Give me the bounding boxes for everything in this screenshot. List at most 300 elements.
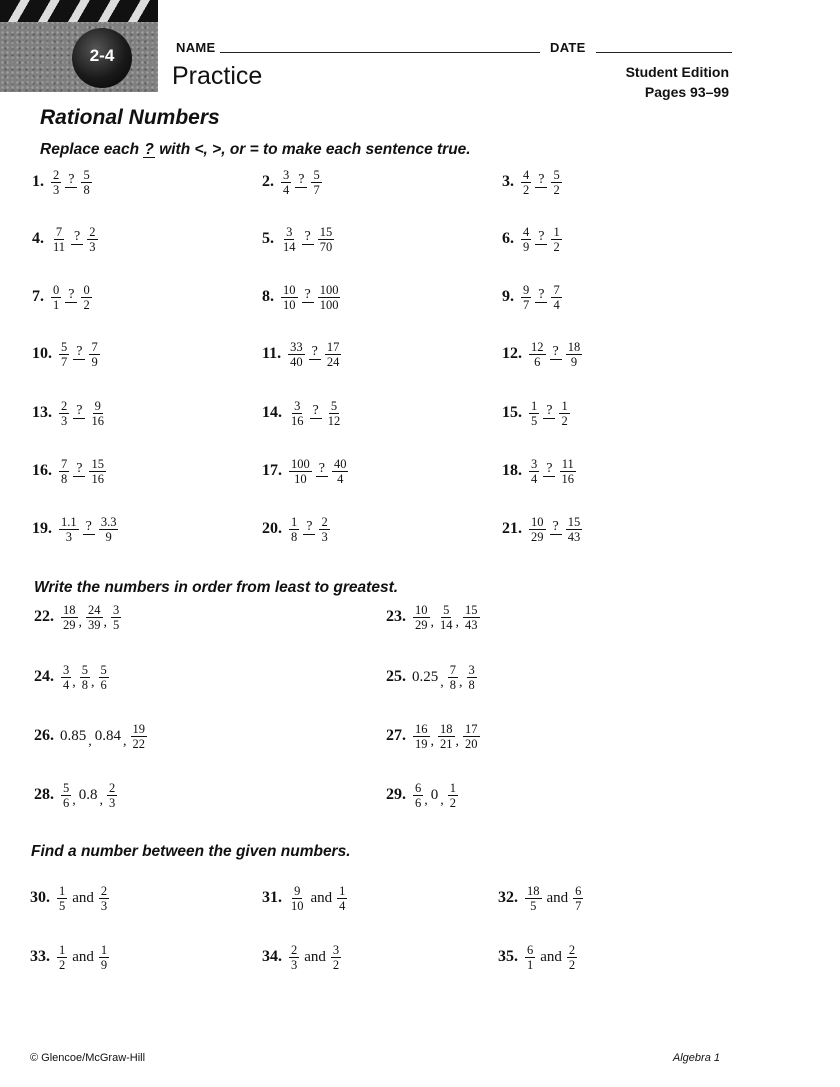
problem-number: 29. [386, 786, 406, 803]
fraction [318, 225, 335, 254]
numerator: 3 [286, 224, 293, 239]
denominator: 7 [313, 182, 320, 197]
fraction [467, 663, 477, 692]
order-problem [386, 779, 459, 811]
denominator: 8 [291, 529, 298, 544]
problem-number: 2. [262, 173, 274, 190]
between-problem [498, 882, 584, 914]
denominator: 9 [523, 239, 530, 254]
denominator: 7 [523, 297, 530, 312]
fraction [111, 603, 121, 632]
fraction [521, 283, 531, 312]
numerator: 7 [91, 339, 98, 354]
denominator: 20 [465, 736, 478, 751]
denominator: 16 [291, 413, 304, 428]
numerator: 1 [291, 514, 298, 529]
numerator: 15 [91, 456, 104, 471]
numerator: 40 [333, 456, 347, 471]
numerator: 100 [291, 456, 310, 471]
denominator: 9 [100, 957, 108, 972]
compare-problem [262, 397, 343, 429]
numerator: 15 [465, 602, 478, 617]
order-instruction: Write the numbers in order from least to greatest. [34, 579, 399, 596]
fraction [89, 340, 99, 369]
fraction [448, 781, 458, 810]
separator-comma: , [99, 793, 103, 808]
answer-blank[interactable]: ? [550, 345, 562, 360]
fraction [57, 943, 67, 972]
numerator: 0 [53, 282, 60, 297]
separator-comma: , [430, 615, 434, 630]
numerator: 5 [81, 662, 88, 677]
denominator: 4 [337, 471, 344, 486]
denominator: 3 [291, 957, 298, 972]
denominator: 1 [53, 297, 60, 312]
denominator: 14 [440, 617, 453, 632]
denominator: 10 [291, 898, 304, 913]
numerator: 2 [61, 398, 68, 413]
order-problem [34, 661, 110, 693]
answer-blank[interactable]: ? [543, 462, 555, 477]
problem-number: 7. [32, 288, 44, 305]
compare-problem [262, 281, 341, 313]
numerator: 3 [294, 398, 301, 413]
numerator: 6 [527, 942, 534, 957]
denominator: 16 [91, 471, 104, 486]
fraction [559, 457, 576, 486]
edition-line-2: Pages 93–99 [644, 84, 729, 100]
numerator: 2 [100, 883, 108, 898]
compare-problem [502, 223, 563, 255]
fraction [551, 225, 561, 254]
numerator: 1 [561, 398, 568, 413]
course-footer: Algebra 1 [672, 1052, 720, 1064]
numerator: 4 [523, 167, 530, 182]
problem-number: 22. [34, 608, 54, 625]
problem-number: 32. [498, 889, 518, 906]
answer-blank[interactable]: ? [309, 345, 321, 360]
numerator: 10 [283, 282, 296, 297]
answer-blank[interactable]: ? [535, 173, 547, 188]
separator-comma: , [91, 675, 95, 690]
numerator: 1 [59, 942, 66, 957]
numerator: 2 [291, 942, 298, 957]
fraction [281, 225, 298, 254]
denominator: 7 [61, 354, 68, 369]
separator-comma: , [72, 675, 76, 690]
fraction [529, 340, 546, 369]
compare-problem [262, 338, 342, 370]
separator-comma: , [455, 615, 459, 630]
numerator: 15 [567, 514, 581, 529]
denominator: 8 [83, 182, 90, 197]
denominator: 12 [327, 413, 341, 428]
compare-problem [262, 455, 349, 487]
fraction [413, 781, 423, 810]
answer-blank[interactable]: ? [71, 230, 83, 245]
numerator: 18 [567, 339, 581, 354]
fraction [521, 168, 531, 197]
denominator: 3 [89, 239, 96, 254]
answer-blank[interactable]: ? [65, 288, 77, 303]
numerator: 16 [415, 721, 428, 736]
problem-number: 34. [262, 948, 282, 965]
fraction [525, 943, 535, 972]
problem-number: 26. [34, 727, 54, 744]
denominator: 3 [321, 529, 328, 544]
separator-comma: , [455, 734, 459, 749]
and-word: and [72, 948, 94, 965]
number-value: 0.84 [94, 727, 121, 744]
denominator: 40 [290, 354, 303, 369]
fraction [311, 168, 321, 197]
fraction [288, 340, 305, 369]
numerator: 5 [83, 167, 90, 182]
answer-blank[interactable]: ? [316, 462, 328, 477]
numerator: 3 [468, 662, 475, 677]
answer-blank[interactable]: ? [303, 520, 315, 535]
denominator: 100 [319, 297, 339, 312]
separator-comma: , [459, 675, 463, 690]
numerator: 6 [575, 883, 582, 898]
problem-number: 25. [386, 668, 406, 685]
separator-comma: , [78, 615, 82, 630]
fraction [59, 340, 69, 369]
separator-comma: , [88, 734, 92, 749]
denominator: 2 [561, 413, 568, 428]
problem-number: 28. [34, 786, 54, 803]
numerator: 5 [330, 398, 338, 413]
denominator: 8 [468, 677, 475, 692]
numerator: 3 [531, 456, 538, 471]
fraction [529, 457, 539, 486]
page-title: Rational Numbers [40, 106, 220, 129]
denominator: 2 [553, 239, 560, 254]
numerator: 5 [63, 780, 70, 795]
denominator: 8 [81, 677, 88, 692]
denominator: 3 [100, 898, 108, 913]
fraction [325, 340, 342, 369]
problem-number: 19. [32, 520, 52, 537]
date-label: DATE [550, 40, 586, 55]
denominator: 3 [61, 413, 68, 428]
compare-problem [32, 281, 93, 313]
denominator: 43 [567, 529, 581, 544]
numerator: 3 [63, 662, 70, 677]
denominator: 2 [568, 957, 576, 972]
compare-problem [502, 513, 583, 545]
question-blank-symbol: ? [144, 141, 154, 158]
numerator: 19 [132, 721, 145, 736]
fraction [521, 225, 531, 254]
denominator: 6 [100, 677, 107, 692]
denominator: 2 [332, 957, 340, 972]
fraction [89, 399, 106, 428]
denominator: 2 [523, 182, 530, 197]
numerator: 3.3 [100, 514, 117, 529]
compare-problem [262, 223, 335, 255]
fraction [525, 884, 542, 913]
fraction [318, 283, 341, 312]
denominator: 7 [575, 898, 582, 913]
fraction [99, 663, 109, 692]
fraction [551, 168, 561, 197]
numerator: 10 [531, 514, 544, 529]
numerator: 1.1 [61, 514, 77, 529]
separator-comma: , [123, 734, 127, 749]
answer-blank[interactable]: ? [73, 345, 85, 360]
denominator: 16 [91, 413, 104, 428]
answer-blank[interactable]: ? [535, 230, 547, 245]
fraction [448, 663, 458, 692]
numerator: 5 [443, 602, 450, 617]
denominator: 22 [132, 736, 145, 751]
problem-number: 13. [32, 404, 52, 421]
separator-comma: , [424, 793, 428, 808]
fraction [61, 603, 78, 632]
denominator: 2 [449, 795, 456, 810]
numerator: 2 [568, 942, 576, 957]
answer-blank[interactable]: ? [73, 462, 85, 477]
numerator: 6 [415, 780, 422, 795]
fraction [131, 722, 148, 751]
problem-number: 3. [502, 173, 514, 190]
denominator: 8 [449, 677, 456, 692]
numerator: 2 [53, 167, 60, 182]
problem-number: 10. [32, 345, 52, 362]
numerator: 9 [523, 282, 530, 297]
and-word: and [540, 948, 562, 965]
separator-comma: , [430, 734, 434, 749]
number-value: 0.85 [60, 727, 87, 744]
numerator: 7 [449, 662, 456, 677]
denominator: 9 [570, 354, 578, 369]
denominator: 6 [63, 795, 70, 810]
numerator: 1 [531, 398, 538, 413]
problem-number: 12. [502, 345, 522, 362]
numerator: 9 [94, 398, 101, 413]
numerator: 5 [61, 339, 68, 354]
numerator: 3 [332, 942, 340, 957]
problem-number: 4. [32, 230, 44, 247]
fraction [81, 283, 91, 312]
name-field-line[interactable] [220, 52, 540, 53]
lesson-number-badge: 2-4 [72, 28, 132, 88]
problem-number: 8. [262, 288, 274, 305]
fraction [573, 884, 583, 913]
numerator: 5 [553, 167, 560, 182]
numerator: 3 [113, 602, 120, 617]
problem-number: 20. [262, 520, 282, 537]
numerator: 7 [553, 282, 560, 297]
separator-comma: , [72, 793, 76, 808]
numerator: 18 [63, 602, 76, 617]
denominator: 5 [531, 413, 538, 428]
denominator: 4 [63, 677, 70, 692]
fraction [59, 457, 69, 486]
problem-number: 31. [262, 889, 282, 906]
answer-blank[interactable]: ? [310, 404, 322, 419]
fraction [559, 399, 569, 428]
between-problem [30, 941, 110, 973]
order-problem [34, 779, 118, 811]
problem-number: 5. [262, 230, 274, 247]
number-value: 0.25 [412, 668, 439, 685]
fraction [463, 722, 480, 751]
denominator: 6 [415, 795, 422, 810]
fraction [99, 884, 109, 913]
fraction [289, 943, 299, 972]
lesson-banner [0, 0, 158, 92]
fraction [289, 884, 306, 913]
numerator: 4 [523, 224, 530, 239]
denominator: 9 [105, 529, 112, 544]
numerator: 24 [88, 602, 101, 617]
fraction [281, 168, 291, 197]
numerator: 1 [553, 224, 560, 239]
denominator: 14 [283, 239, 296, 254]
denominator: 5 [113, 617, 120, 632]
denominator: 4 [531, 471, 538, 486]
numerator: 1 [59, 883, 66, 898]
instruction-part-2: with <, >, or = to make each sentence true. [159, 141, 471, 158]
order-problem [34, 720, 148, 752]
copyright-footer: © Glencoe/McGraw-Hill [30, 1052, 146, 1064]
practice-heading: Practice [172, 62, 263, 90]
between-instruction: Find a number between the given numbers. [31, 843, 351, 860]
compare-problem [32, 338, 101, 370]
answer-blank[interactable]: ? [295, 173, 307, 188]
answer-blank[interactable]: ? [543, 404, 555, 419]
numerator: 2 [321, 514, 328, 529]
denominator: 1 [527, 957, 534, 972]
denominator: 29 [63, 617, 76, 632]
numerator: 5 [100, 662, 107, 677]
name-label: NAME [176, 40, 216, 55]
numerator: 9 [294, 883, 301, 898]
compare-problem [502, 455, 577, 487]
numerator: 2 [89, 224, 96, 239]
fraction [438, 603, 455, 632]
instruction-part-1: Replace each [40, 141, 140, 158]
between-problem [262, 941, 342, 973]
fraction [51, 168, 61, 197]
numerator: 15 [319, 224, 333, 239]
fraction [289, 399, 306, 428]
denominator: 8 [61, 471, 68, 486]
denominator: 3 [65, 529, 72, 544]
fraction [331, 943, 341, 972]
edition-line-1: Student Edition [625, 64, 729, 80]
fraction [529, 399, 539, 428]
denominator: 6 [534, 354, 541, 369]
between-problem [498, 941, 578, 973]
number-value: 0 [430, 786, 439, 803]
denominator: 11 [53, 239, 66, 254]
compare-instruction [40, 141, 471, 159]
separator-comma: , [103, 615, 107, 630]
separator-comma: , [440, 793, 444, 808]
numerator: 0 [83, 282, 90, 297]
fraction [51, 283, 61, 312]
order-problem [386, 601, 481, 633]
fraction [463, 603, 480, 632]
denominator: 24 [326, 354, 340, 369]
denominator: 29 [415, 617, 428, 632]
denominator: 19 [415, 736, 428, 751]
and-word: and [72, 889, 94, 906]
numerator: 10 [415, 602, 428, 617]
numerator: 5 [313, 167, 320, 182]
fraction [567, 943, 577, 972]
fraction [413, 603, 430, 632]
answer-blank[interactable]: ? [65, 173, 77, 188]
fraction [86, 603, 103, 632]
order-problem [386, 720, 481, 752]
compare-problem [262, 166, 323, 198]
compare-problem [502, 281, 563, 313]
denominator: 4 [339, 898, 346, 913]
fraction [566, 515, 583, 544]
numerator: 2 [109, 780, 116, 795]
numerator: 18 [440, 721, 453, 736]
denominator: 21 [440, 736, 453, 751]
banner-stripes [0, 0, 158, 22]
answer-blank[interactable]: ? [535, 288, 547, 303]
fraction [529, 515, 546, 544]
answer-blank[interactable]: ? [83, 520, 95, 535]
denominator: 3 [53, 182, 60, 197]
numerator: 11 [561, 456, 574, 471]
fraction [81, 168, 91, 197]
answer-blank[interactable]: ? [302, 230, 314, 245]
compare-problem [32, 513, 119, 545]
fraction [61, 663, 71, 692]
problem-number: 35. [498, 948, 518, 965]
fraction [99, 515, 119, 544]
fraction [80, 663, 90, 692]
denominator: 43 [465, 617, 478, 632]
numerator: 33 [290, 339, 303, 354]
denominator: 29 [531, 529, 544, 544]
denominator: 70 [319, 239, 333, 254]
numerator: 1 [100, 942, 108, 957]
compare-problem [502, 166, 563, 198]
number-value: 0.8 [78, 786, 98, 803]
fraction [89, 457, 106, 486]
denominator: 4 [553, 297, 560, 312]
fraction [99, 943, 109, 972]
and-word: and [304, 948, 326, 965]
fraction [289, 457, 312, 486]
numerator: 100 [319, 282, 339, 297]
fraction [61, 781, 71, 810]
denominator: 10 [294, 471, 307, 486]
denominator: 2 [553, 182, 560, 197]
fraction [59, 515, 79, 544]
problem-number: 11. [262, 345, 282, 362]
fraction [566, 340, 583, 369]
answer-blank[interactable]: ? [550, 520, 562, 535]
date-field-line[interactable] [596, 52, 732, 53]
fraction [332, 457, 349, 486]
answer-blank[interactable]: ? [73, 404, 85, 419]
answer-blank[interactable]: ? [302, 288, 314, 303]
problem-number: 14. [262, 404, 282, 421]
denominator: 3 [109, 795, 116, 810]
problem-number: 23. [386, 608, 406, 625]
denominator: 16 [561, 471, 574, 486]
